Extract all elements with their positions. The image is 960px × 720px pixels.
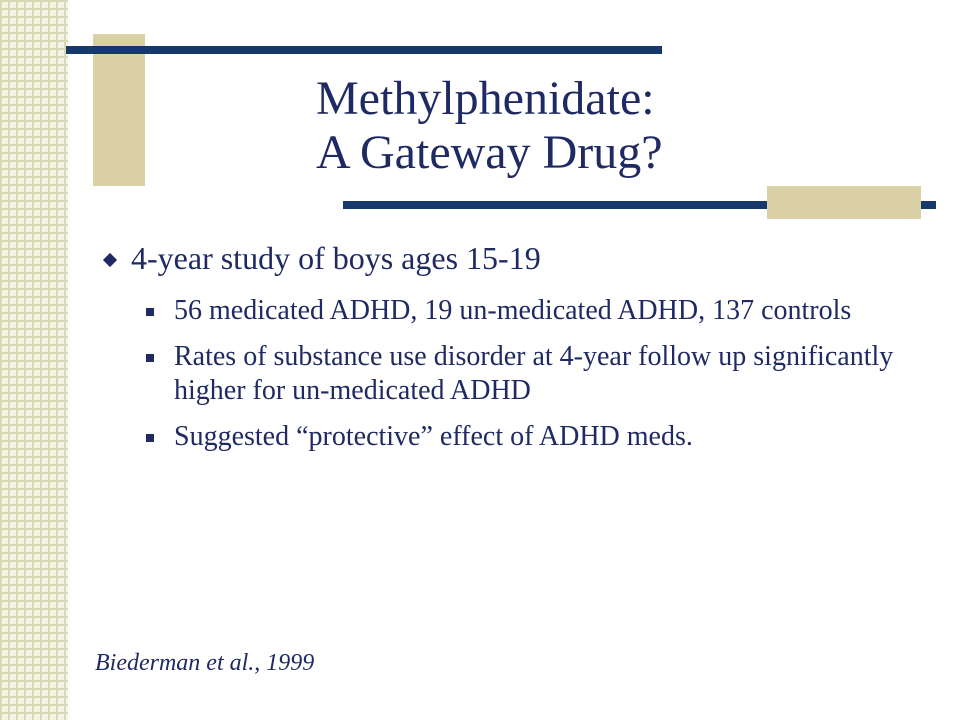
square-bullet-icon xyxy=(146,308,154,316)
sub-bullet xyxy=(100,294,920,328)
main-bullet xyxy=(100,240,920,276)
slide-content xyxy=(100,240,920,466)
square-bullet-icon xyxy=(146,354,154,362)
sub-bullet-text: Rates of substance use disorder at 4-year follow up significantly higher for un-medicated ADHD xyxy=(174,341,894,406)
decorative-tan-block-bottom xyxy=(767,186,921,219)
square-bullet-icon xyxy=(146,434,154,442)
decorative-bar-top xyxy=(66,46,662,54)
diamond-bullet-icon xyxy=(103,253,117,267)
sub-bullet-text: 56 medicated ADHD, 19 un-medicated ADHD, 137 controls xyxy=(174,295,852,326)
citation: Biederman et al., 1999 xyxy=(95,650,315,676)
decorative-tan-block-top xyxy=(93,34,145,186)
title-line-2: A Gateway Drug? xyxy=(316,126,663,179)
slide-title xyxy=(316,72,916,180)
sub-bullet xyxy=(100,340,920,408)
main-bullet-text: 4-year study of boys ages 15-19 xyxy=(131,240,541,276)
sub-bullet xyxy=(100,420,920,454)
sub-bullet-text: Suggested “protective” effect of ADHD meds. xyxy=(174,421,693,452)
title-line-1: Methylphenidate: xyxy=(316,72,655,125)
decorative-grid-strip xyxy=(0,0,68,720)
